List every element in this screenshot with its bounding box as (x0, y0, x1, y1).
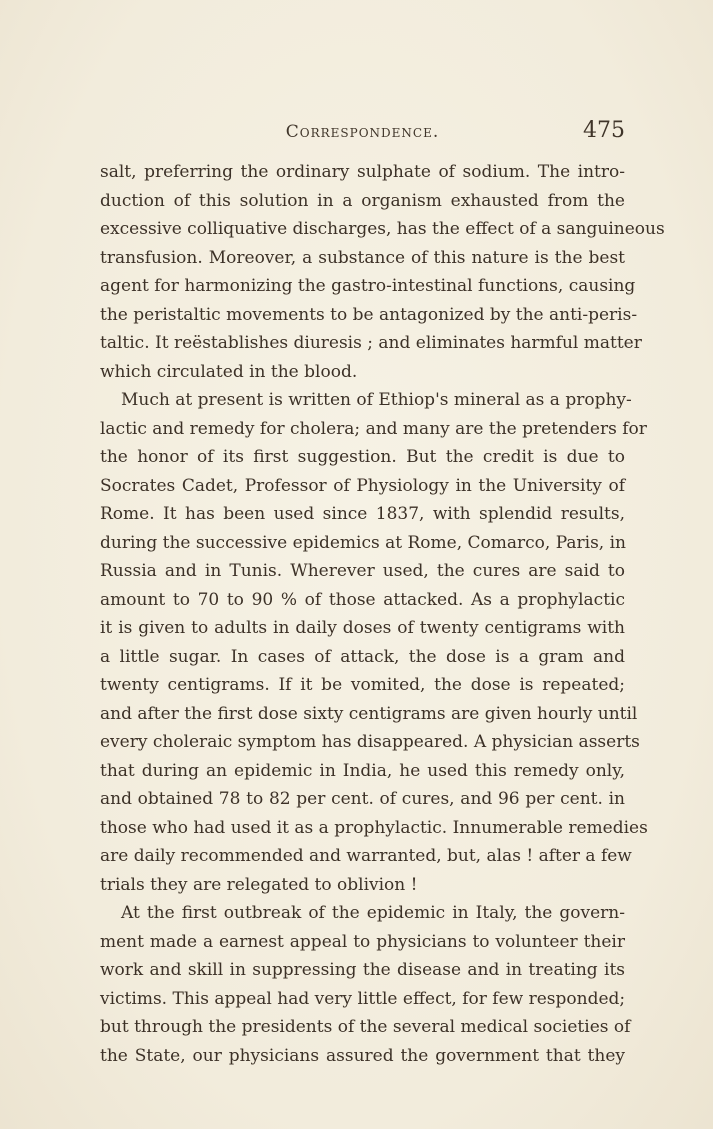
text-line: agent for harmonizing the gastro-intestinal functions, causing (100, 276, 636, 296)
text-line: Rome. It has been used since 1837, with splendid results, (100, 504, 625, 524)
text-line: but through the presidents of the several medical societies of (100, 1017, 631, 1037)
text-line: At the first outbreak of the epidemic in Italy, the govern- (121, 903, 625, 923)
text-line: Much at present is written of Ethiop's mineral as a prophy- (121, 390, 632, 410)
text-line: and obtained 78 to 82 per cent. of cures, and 96 per cent. in (100, 789, 625, 809)
page-header (100, 118, 625, 148)
text-line: lactic and remedy for cholera; and many are the pretenders for (100, 418, 647, 439)
text-line: during the successive epidemics at Rome, Comarco, Paris, in (100, 532, 627, 553)
text-line: twenty centigrams. If it be vomited, the dose is repeated; (100, 675, 625, 695)
text-line: Socrates Cadet, Professor of Physiology in the University of (100, 475, 625, 496)
paragraph (100, 386, 648, 899)
text-line: ment made a earnest appeal to physicians to volunteer their (100, 931, 625, 952)
text-line: it is given to adults in daily doses of twenty centigrams with (100, 618, 625, 638)
text-line: Russia and in Tunis. Wherever used, the cures are said to (100, 561, 625, 581)
paragraph (100, 899, 631, 1070)
text-line: the State, our physicians assured the government that they (100, 1045, 625, 1066)
text-line: trials they are relegated to oblivion ! (100, 874, 418, 895)
body-text (100, 158, 665, 1070)
text-line: excessive colliquative discharges, has the effect of a sanguineous (100, 219, 665, 239)
text-line: taltic. It reëstablishes diuresis ; and eliminates harmful matter (100, 333, 642, 353)
paragraph (100, 158, 665, 386)
text-line: amount to 70 to 90 % of those attacked. As a prophylactic (100, 589, 625, 610)
text-line: victims. This appeal had very little effect, for few responded; (100, 988, 626, 1009)
text-line: those who had used it as a prophylactic. Innumerable remedies (100, 817, 648, 838)
text-line: salt, preferring the ordinary sulphate of sodium. The intro- (100, 162, 625, 182)
text-line: that during an epidemic in India, he used this remedy only, (100, 760, 625, 781)
text-line: and after the first dose sixty centigrams are given hourly until (100, 703, 638, 724)
text-line: every choleraic symptom has disappeared. A physician asserts (100, 732, 640, 752)
text-line: the honor of its first suggestion. But the credit is due to (100, 447, 625, 467)
running-head: Correspondence. (285, 122, 440, 142)
text-line: the peristaltic movements to be antagonized by the anti-peris- (100, 304, 638, 325)
text-line: duction of this solution in a organism exhausted from the (100, 190, 625, 211)
text-line: a little sugar. In cases of attack, the dose is a gram and (100, 646, 625, 667)
text-line: are daily recommended and warranted, but, alas ! after a few (100, 846, 632, 866)
text-line: transfusion. Moreover, a substance of this nature is the best (100, 247, 625, 268)
text-line: which circulated in the blood. (100, 361, 358, 382)
page-number: 475 (583, 118, 625, 143)
text-line: work and skill in suppressing the disease and in treating its (100, 960, 625, 980)
